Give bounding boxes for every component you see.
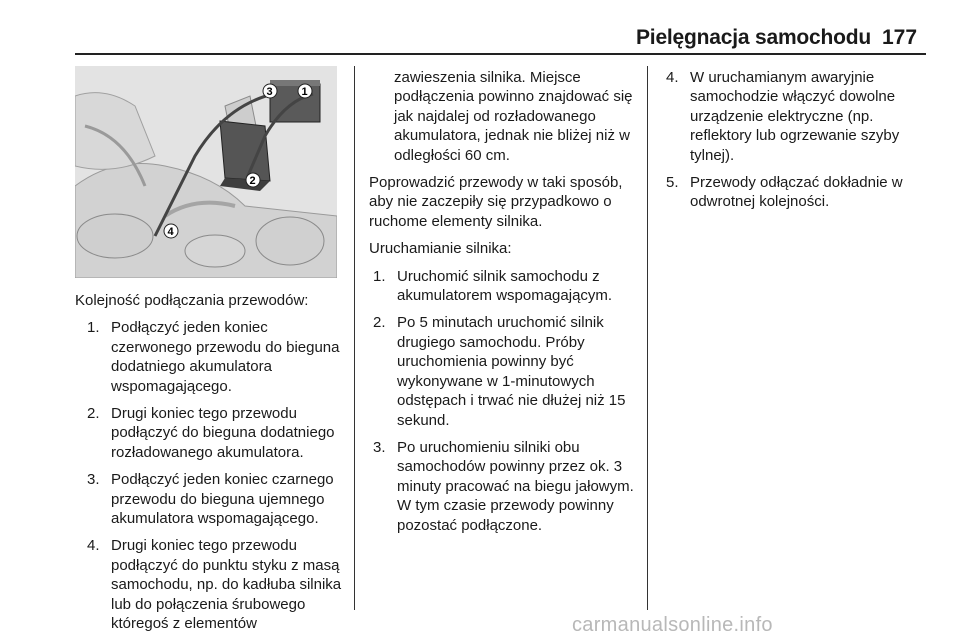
list-item: [665, 68, 927, 165]
step-number: 4.: [666, 69, 679, 86]
list-item: [372, 313, 637, 429]
step-text: Podłączyć jeden koniec czarnego przewodu do bieguna ujemnego akumulatora wspomagającego.: [111, 471, 334, 528]
callout-1: 1: [301, 86, 308, 98]
left-column: [75, 291, 347, 642]
step-number: 5.: [666, 174, 679, 192]
callout-2: 2: [249, 175, 256, 187]
list-item: [86, 470, 347, 528]
step-number: 1.: [87, 319, 100, 337]
middle-column: [369, 68, 637, 543]
step-number: 2.: [87, 405, 100, 423]
list-item: [665, 173, 927, 212]
watermark: carmanualsonline.info: [572, 614, 773, 636]
list-item: [372, 438, 637, 535]
step-text: Drugi koniec tego przewodu podłączyć do punktu styku z masą samochodu, np. do kadłuba silnika lub do połączenia śrubowego któregoś z elementów: [111, 537, 342, 633]
cable-routing-paragraph: Poprowadzić przewody w taki sposób, aby nie zaczepiły się przypadkowo o ruchome elementy silnika.: [369, 174, 623, 230]
step-text: Drugi koniec tego przewodu podłączyć do bieguna dodatniego rozładowanego akumulatora.: [111, 405, 335, 461]
step-number: 3.: [87, 471, 100, 489]
page-header-title: Pielęgnacja samochodu: [636, 26, 872, 49]
step-text: Po 5 minutach uruchomić silnik drugiego samochodu. Próby uruchomienia powinny być wykonywane w 1-minutowych odstępach i trwać nie dłużej niż 15 sekund.: [397, 314, 626, 429]
final-steps-list: [665, 68, 927, 212]
jump-start-illustration: [75, 66, 337, 278]
step-text: Przewody odłączać dokładnie w odwrotnej kolejności.: [690, 174, 903, 211]
step-number: 2.: [373, 314, 386, 332]
column-separator-2: [647, 66, 648, 610]
connection-order-intro: Kolejność podłączania przewodów:: [75, 292, 309, 309]
list-item: [86, 404, 347, 462]
right-column: [665, 68, 927, 220]
start-steps-list: [372, 267, 637, 535]
step-text: Podłączyć jeden koniec czerwonego przewodu do bieguna dodatniego akumulatora wspomagającego.: [111, 319, 340, 395]
step-number: 4.: [87, 537, 100, 555]
page-number: 177: [882, 26, 918, 49]
step-text: Po uruchomieniu silniki obu samochodów powinny przez ok. 3 minuty pracować na biegu jałowym. W tym czasie przewody powinny pozostać podłączone.: [397, 438, 634, 534]
connection-steps-list: [86, 318, 347, 633]
step-text: Uruchomić silnik samochodu z akumulatorem wspomagającym.: [397, 267, 613, 305]
step-number: 3.: [373, 438, 386, 456]
list-item: [86, 536, 347, 633]
list-item: [86, 318, 347, 396]
start-engine-heading: Uruchamianie silnika:: [369, 240, 512, 258]
continuation-text: zawieszenia silnika. Miejsce podłączenia powinno znajdować się jak najdalej od rozładowanego akumulatora, jednak nie bliżej niż w odległości 60 cm.: [394, 69, 633, 164]
column-separator-1: [354, 66, 355, 610]
header-rule: [75, 53, 926, 55]
callout-4: 4: [167, 226, 174, 238]
step-text: W uruchamianym awaryjnie samochodzie włączyć dowolne urządzenie elektryczne (np. reflektory lub ogrzewanie szyby tylnej).: [690, 69, 900, 164]
list-item: [372, 267, 637, 306]
step-number: 1.: [373, 267, 386, 285]
callout-3: 3: [266, 86, 273, 98]
